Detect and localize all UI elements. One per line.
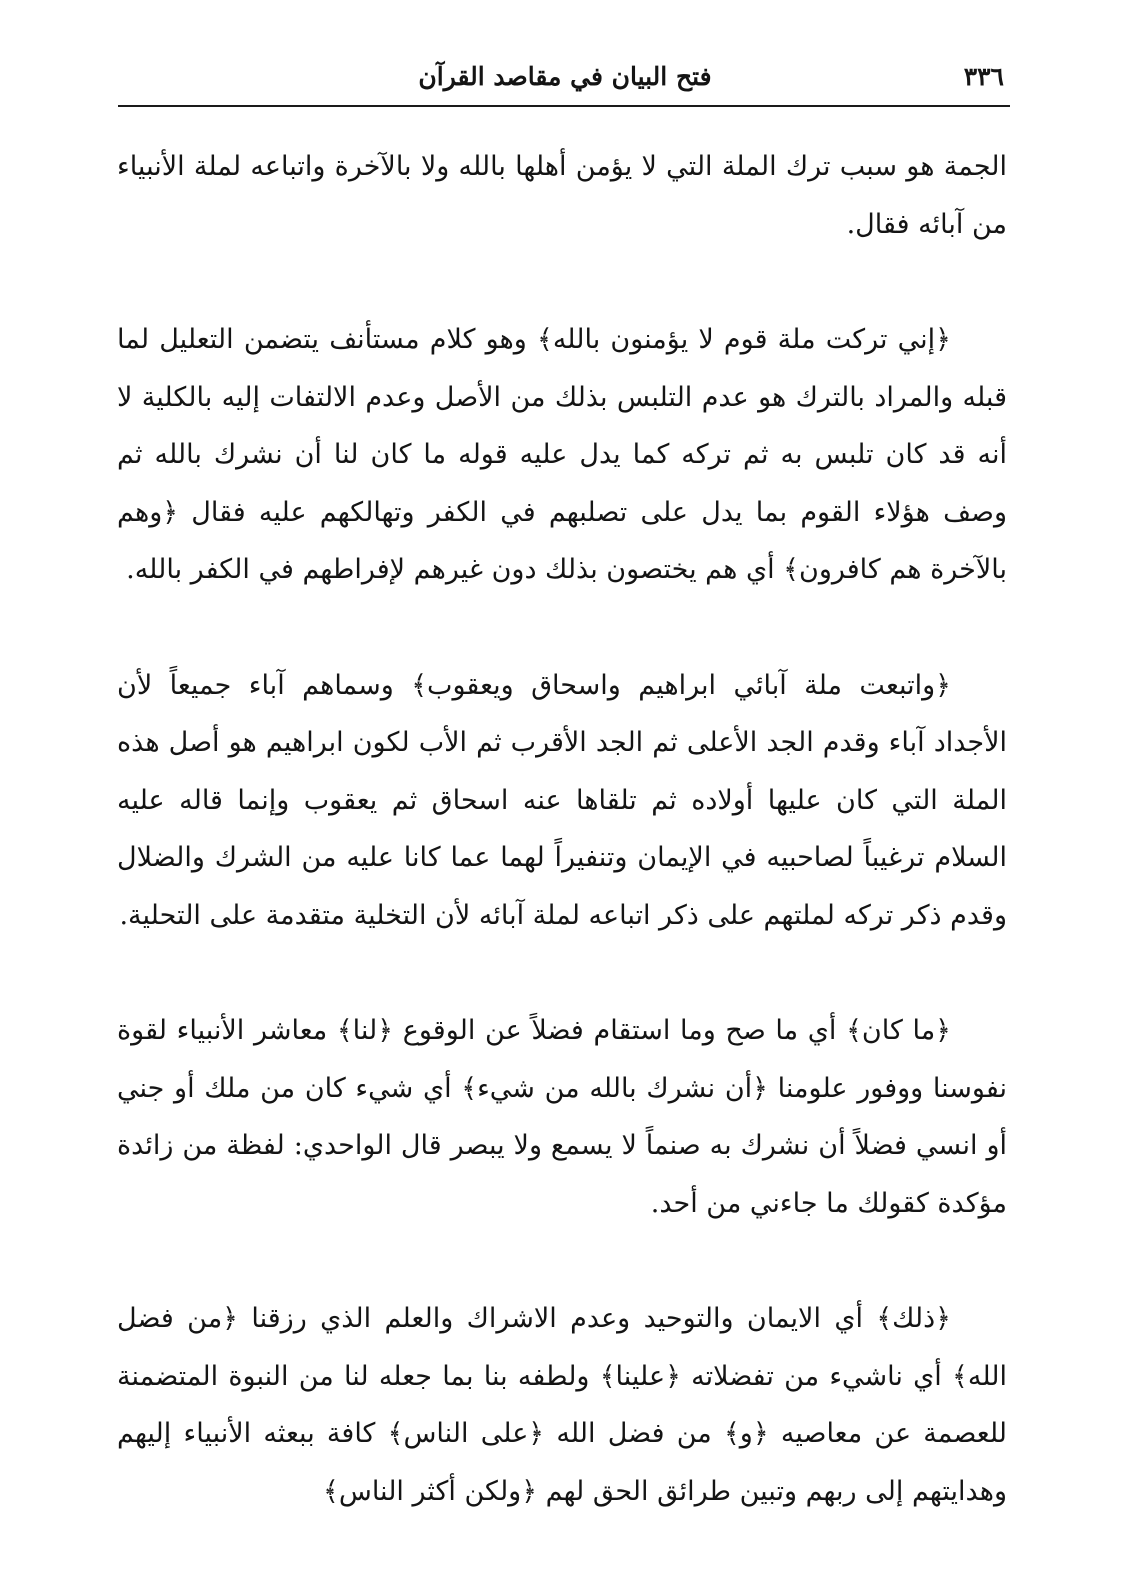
- paragraph: ﴿ما كان﴾ أي ما صح وما استقام فضلاً عن الوقوع ﴿لنا﴾ معاشر الأنبياء لقوة نفوسنا ووفور علومنا ﴿أن نشرك بالله من شيء﴾ أي شيء كان من ملك أو جني أو انسي فضلاً أن نشرك به صنماً لا يسمع ولا يبصر قال الواحدي: لفظة من زائدة مؤكدة كقولك ما جاءني من أحد.: [117, 1015, 1007, 1219]
- paragraph: ﴿واتبعت ملة آبائي ابراهيم واسحاق ويعقوب﴾ وسماهم آباء جميعاً لأن الأجداد آباء وقدم الجد الأعلى ثم الجد الأقرب ثم الأب لكون ابراهيم هو أصل هذه الملة التي كان عليها أولاده ثم تلقاها عنه اسحاق ثم يعقوب وإنما قاله عليه السلام ترغيباً لصاحبيه في الإيمان وتنفيراً لهما عما كانا عليه من الشرك والضلال وقدم ذكر تركه لملتهم على ذكر اتباعه لملة آبائه لأن التخلية متقدمة على التحلية.: [117, 669, 1007, 931]
- body-text: [117, 138, 1007, 1520]
- paragraph: الجمة هو سبب ترك الملة التي لا يؤمن أهلها بالله ولا بالآخرة واتباعه لملة الأنبياء من آبائه فقال.: [117, 151, 1007, 240]
- paragraph: ﴿إني تركت ملة قوم لا يؤمنون بالله﴾ وهو كلام مستأنف يتضمن التعليل لما قبله والمراد بالترك هو عدم التلبس بذلك من الأصل وعدم الالتفات إليه بالكلية لا أنه قد كان تلبس به ثم تركه كما يدل عليه قوله ما كان لنا أن نشرك بالله ثم وصف هؤلاء القوم بما يدل على تصلبهم في الكفر وتهالكهم عليه فقال ﴿وهم بالآخرة هم كافرون﴾ أي هم يختصون بذلك دون غيرهم لإفراطهم في الكفر بالله.: [117, 324, 1007, 585]
- page-number: ٣٣٦: [963, 62, 1004, 91]
- page-header: [120, 58, 1010, 104]
- header-rule: [118, 105, 1010, 107]
- paragraph: ﴿ذلك﴾ أي الايمان والتوحيد وعدم الاشراك والعلم الذي رزقنا ﴿من فضل الله﴾ أي ناشيء من تفضلاته ﴿علينا﴾ ولطفه بنا بما جعله لنا من النبوة المتضمنة للعصمة عن معاصيه ﴿و﴾ من فضل الله ﴿على الناس﴾ كافة ببعثه الأنبياء إليهم وهدايتهم إلى ربهم وتبين طرائق الحق لهم ﴿ولكن أكثر الناس﴾: [117, 1303, 1007, 1507]
- running-title: فتح البيان في مقاصد القرآن: [418, 62, 712, 91]
